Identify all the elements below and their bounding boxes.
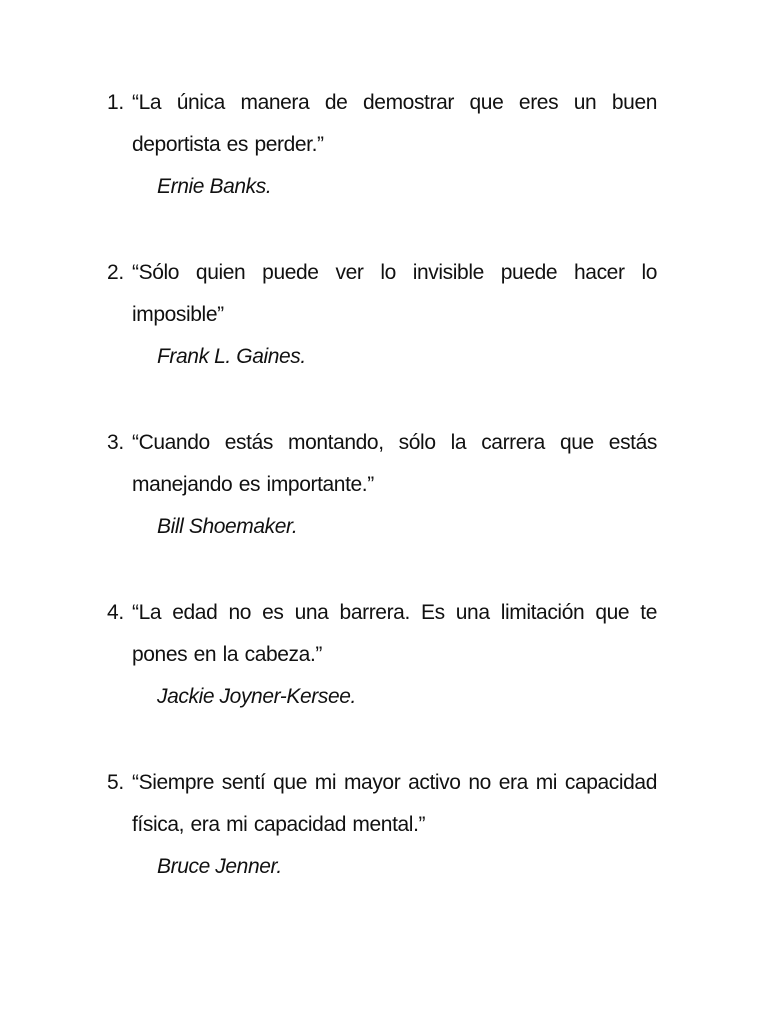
quote-author: Ernie Banks. — [157, 175, 272, 198]
quote-text: “Cuando estás montando, sólo la carrera que estás manejando es importante.” — [132, 431, 657, 496]
quote-number: 4. — [107, 601, 124, 624]
quote-text: “Siempre sentí que mi mayor activo no era mi capacidad física, era mi capacidad mental.” — [132, 771, 657, 836]
quote-text: “La edad no es una barrera. Es una limitación que te pones en la cabeza.” — [132, 601, 657, 666]
quote-number: 3. — [107, 431, 124, 454]
quote-item-3 — [107, 422, 657, 548]
quote-text: “Sólo quien puede ver lo invisible puede hacer lo imposible” — [132, 261, 657, 326]
quote-author: Bill Shoemaker. — [157, 515, 298, 538]
quote-author: Bruce Jenner. — [157, 855, 282, 878]
quote-author: Frank L. Gaines. — [157, 345, 306, 368]
quote-list — [107, 82, 657, 932]
quote-text: “La única manera de demostrar que eres un buen deportista es perder.” — [132, 91, 657, 156]
quote-item-1 — [107, 82, 657, 208]
quote-item-4 — [107, 592, 657, 718]
quote-number: 5. — [107, 771, 124, 794]
quote-number: 1. — [107, 91, 124, 114]
quote-item-5 — [107, 762, 657, 888]
quote-number: 2. — [107, 261, 124, 284]
quote-author: Jackie Joyner-Kersee. — [157, 685, 356, 708]
quote-item-2 — [107, 252, 657, 378]
